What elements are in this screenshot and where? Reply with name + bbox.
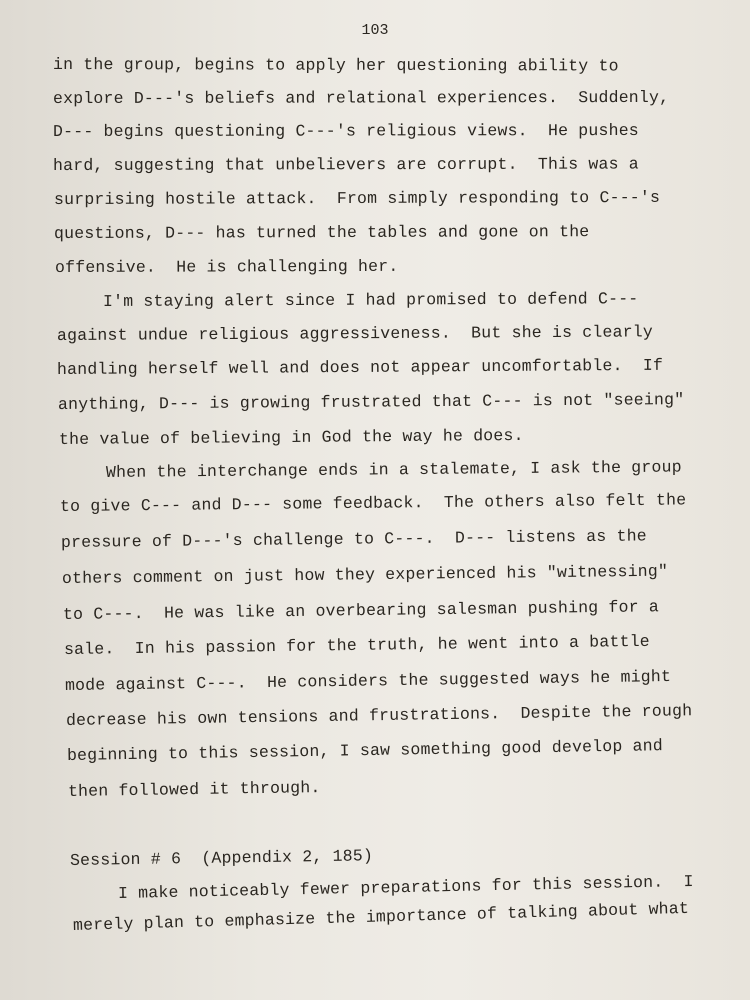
text-line: the value of believing in God the way he does. (58, 425, 524, 449)
text-line: to give C--- and D--- some feedback. The others also felt the (59, 490, 687, 516)
text-line: mode against C---. He considers the suggested ways he might (64, 667, 672, 695)
text-line: beginning to this session, I saw something good develop and (66, 736, 664, 765)
text-line: then followed it through. (67, 778, 321, 801)
text-line: surprising hostile attack. From simply responding to C---'s (53, 187, 661, 209)
text-line: D--- begins questioning C---'s religious views. He pushes (52, 120, 639, 141)
text-line: handling herself well and does not appear uncomfortable. If (56, 355, 664, 379)
text-line: sale. In his passion for the truth, he went into a battle (63, 631, 650, 659)
text-line: against undue religious aggressiveness. But she is clearly (56, 322, 654, 345)
text-line: others comment on just how they experienced his "witnessing" (61, 561, 669, 588)
text-line: decrease his own tensions and frustrations. Despite the rough (65, 701, 693, 730)
text-line: I'm staying alert since I had promised to defend C--- (102, 289, 639, 311)
text-line: hard, suggesting that unbelievers are corrupt. This was a (52, 154, 639, 175)
text-line: I make noticeably fewer preparations for this session. I (117, 871, 694, 903)
section-heading: Session # 6 (Appendix 2, 185) (69, 846, 374, 870)
text-line: to C---. He was like an overbearing salesman pushing for a (62, 597, 660, 624)
text-line: offensive. He is challenging her. (54, 256, 399, 277)
text-line: questions, D--- has turned the tables and gone on the (53, 222, 590, 243)
text-line: pressure of D---'s challenge to C---. D--- listens as the (60, 526, 647, 552)
text-line: in the group, begins to apply her questioning ability to (52, 55, 619, 76)
text-line: When the interchange ends in a stalemate, I ask the group (105, 457, 682, 482)
text-line: merely plan to emphasize the importance of talking about what (72, 898, 690, 935)
text-line: anything, D--- is growing frustrated that C--- is not "seeing" (57, 390, 685, 414)
page-number: 103 (361, 22, 389, 39)
text-line: explore D---'s beliefs and relational experiences. Suddenly, (52, 87, 670, 108)
